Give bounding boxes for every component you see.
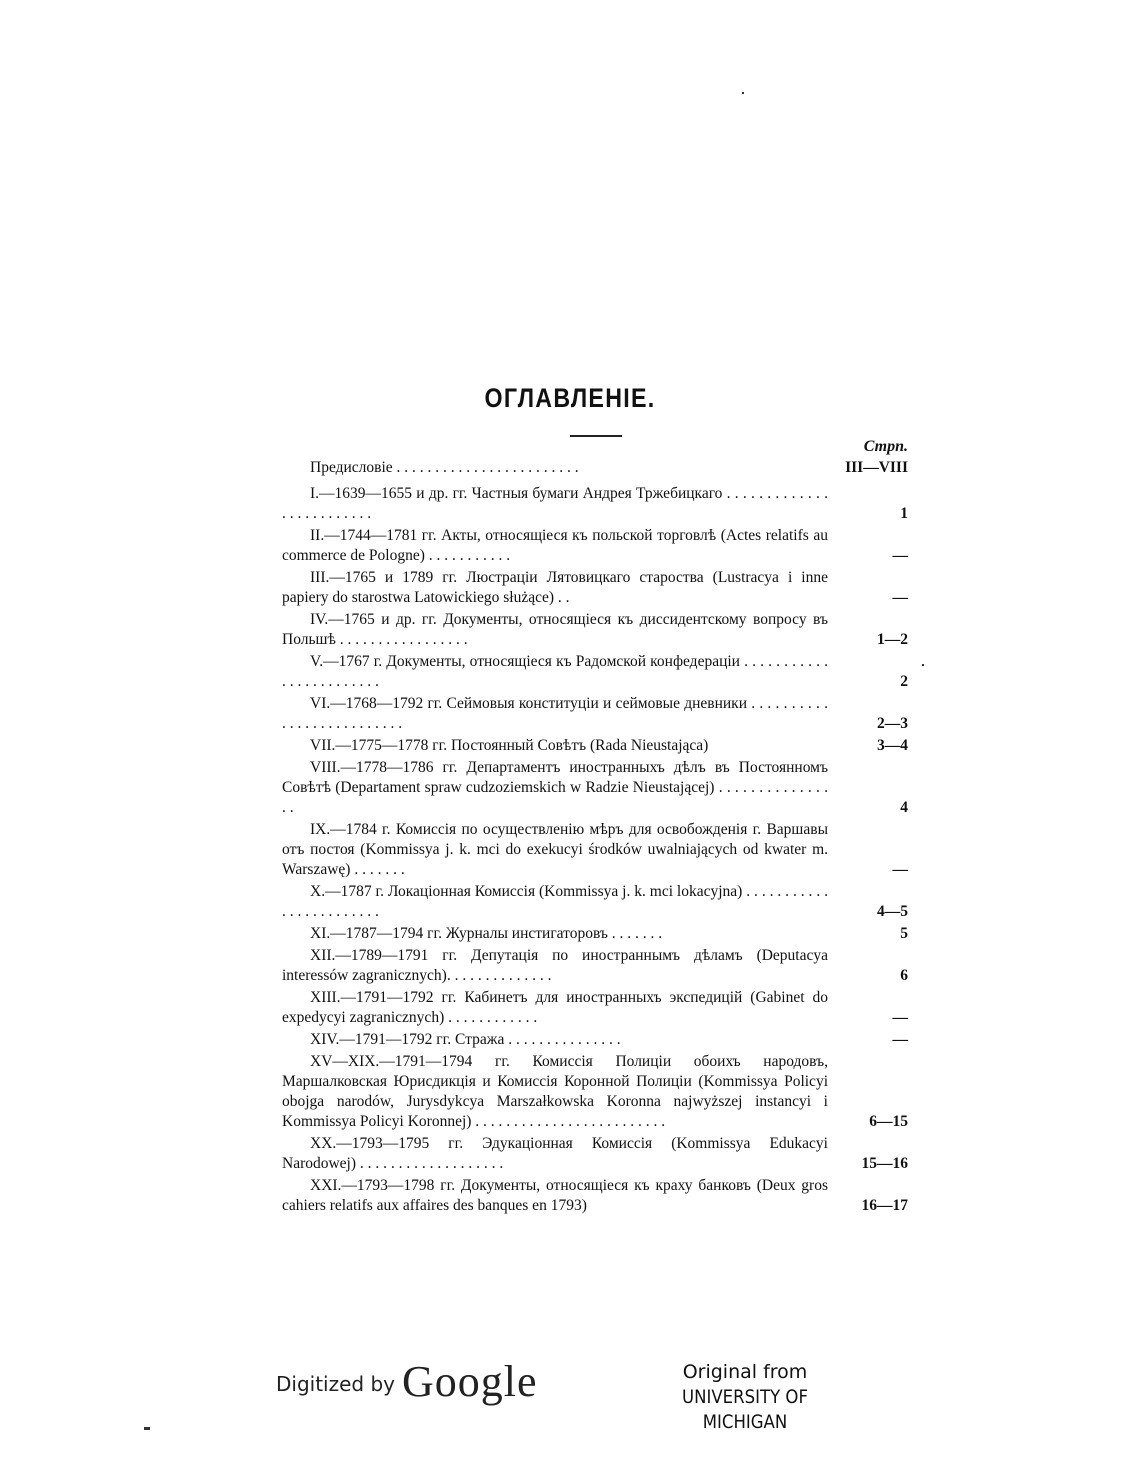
- toc-entry: [282, 1176, 912, 1216]
- toc-entry-text: II.—1744—1781 гг. Акты, относящіеся къ польской торговлѣ (Actes relatifs au commerce de Pologne) . . . . . . . . . . .: [282, 527, 828, 564]
- toc-entry-page: —: [892, 1031, 908, 1048]
- toc-entry-page: 6: [900, 967, 908, 984]
- toc-entry-page: 4—5: [877, 903, 908, 920]
- toc-entry-text: XIII.—1791—1792 гг. Кабинетъ для иностранныхъ экспедицій (Gabinet do expedycyi zagranicznych) . . . . . . . . . . . .: [282, 989, 828, 1026]
- toc-entry-text: XI.—1787—1794 гг. Журналы инстигаторовъ . . . . . . .: [310, 925, 663, 942]
- toc-entry: [282, 694, 912, 734]
- toc-entry: [282, 1134, 912, 1174]
- toc-entry: [282, 988, 912, 1028]
- original-from-block: [630, 1360, 860, 1435]
- toc-entry-page: —: [892, 589, 908, 606]
- toc-entry: [282, 820, 912, 880]
- scan-speck: [922, 664, 924, 666]
- scan-speck: [144, 1427, 150, 1430]
- toc-entry-text: VIII.—1778—1786 гг. Департаментъ иностранныхъ дѣлъ въ Постоянномъ Совѣтѣ (Departament spraw cudzoziemskich w Radzie Nieustającej) . . . . . . . . . . . . . . . .: [282, 759, 828, 816]
- toc-entry: [282, 458, 912, 478]
- original-from-text: Original from: [682, 1361, 808, 1383]
- toc-entry-text: III.—1765 и 1789 гг. Люстраціи Лятовицкаго староства (Lustracya i inne papiery do starostwa Latowickiego służące) . .: [282, 569, 828, 606]
- toc-entry-page: 6—15: [869, 1113, 908, 1130]
- toc-entry: [282, 1052, 912, 1132]
- toc-entry-text: XIV.—1791—1792 гг. Стража . . . . . . . . . . . . . . .: [310, 1031, 621, 1048]
- toc-entry: [282, 526, 912, 566]
- toc-entry: [282, 610, 912, 650]
- toc-entry-page: —: [892, 1009, 908, 1026]
- toc-entry-text: XXI.—1793—1798 гг. Документы, относящіеся къ краху банковъ (Deux gros cahiers relatifs aux affaires des banques en 1793): [282, 1177, 828, 1214]
- toc-entry: [282, 1030, 912, 1050]
- toc-entry-text: I.—1639—1655 и др. гг. Частныя бумаги Андрея Тржебицкаго . . . . . . . . . . . . . . . . . . . . . . . . .: [282, 485, 828, 522]
- toc-entry-page: 4: [900, 799, 908, 816]
- toc-entry-page: III—VIII: [845, 459, 908, 476]
- institution-text: UNIVERSITY OF MICHIGAN: [682, 1386, 808, 1433]
- toc-entry: [282, 882, 912, 922]
- toc-entry-text: XX.—1793—1795 гг. Эдукаціонная Комиссія (Kommissya Edukacyi Narodowej) . . . . . . . . . . . . . . . . . . .: [282, 1135, 828, 1172]
- table-of-contents: [282, 458, 912, 1218]
- toc-entry: [282, 736, 912, 756]
- scan-speck: [742, 92, 744, 94]
- google-logo: Google: [402, 1357, 538, 1406]
- toc-entry-text: IX.—1784 г. Комиссія по осуществленію мѣръ для освобожденія г. Варшавы отъ постоя (Kommissya j. k. mci do exekucyi środków uwalniających od kwater m. Warszawę) . . . . . . .: [282, 821, 828, 878]
- toc-entry-text: VII.—1775—1778 гг. Постоянный Совѣтъ (Rada Nieustająca): [310, 737, 709, 754]
- toc-entry: [282, 758, 912, 818]
- toc-entry: [282, 924, 912, 944]
- toc-entry-text: XII.—1789—1791 гг. Депутація по иностраннымъ дѣламъ (Deputacya interessów zagranicznych). . . . . . . . . . . . . .: [282, 947, 828, 984]
- toc-entry-text: IV.—1765 и др. гг. Документы, относящіеся къ диссидентскому вопросу въ Польшѣ . . . . . . . . . . . . . . . . .: [282, 611, 828, 648]
- toc-entry-page: 16—17: [861, 1197, 908, 1214]
- toc-entry: [282, 568, 912, 608]
- toc-entry-page: 15—16: [861, 1155, 908, 1172]
- digitized-by-text: Digitized by: [276, 1372, 395, 1396]
- page-column-header: Стрп.: [863, 438, 908, 455]
- toc-entry-page: 1—2: [877, 631, 908, 648]
- page-title: ОГЛАВЛЕНІЕ.: [484, 383, 656, 413]
- toc-entry-page: —: [892, 861, 908, 878]
- toc-entry-page: 3—4: [877, 737, 908, 754]
- toc-entry-page: 2—3: [877, 715, 908, 732]
- toc-entry-page: —: [892, 547, 908, 564]
- toc-entry-text: X.—1787 г. Локаціонная Комиссія (Kommissya j. k. mci lokacyjna) . . . . . . . . . . . . . . . . . . . . . . . .: [282, 883, 828, 920]
- toc-entry-page: 5: [900, 925, 908, 942]
- toc-entry-page: 1: [900, 505, 908, 522]
- toc-entry: [282, 946, 912, 986]
- toc-entry-page: 2: [900, 673, 908, 690]
- toc-entry-text: Предисловіе . . . . . . . . . . . . . . . . . . . . . . . .: [310, 459, 579, 476]
- toc-entry-text: XV—XIX.—1791—1794 гг. Комиссія Полиціи обоихъ народовъ, Маршалковская Юрисдикція и Комиссія Коронной Полиціи (Kommissya Policyi obojga narodów, Jurysdykcya Marszałkowska Koronna najwyższej instancyi i Kommissya Policyi Koronnej) . . . . . . . . . . . . . . . . . . . . . . . . .: [282, 1053, 828, 1130]
- toc-entry: [282, 652, 912, 692]
- toc-entry-text: V.—1767 г. Документы, относящіеся къ Радомской конфедераціи . . . . . . . . . . . . . . . . . . . . . . . .: [282, 653, 828, 690]
- toc-entry: [282, 484, 912, 524]
- title-rule: [570, 435, 622, 437]
- toc-entry-text: VI.—1768—1792 гг. Сеймовыя конституціи и сеймовые дневники . . . . . . . . . . . . . . . . . . . . . . . . . .: [282, 695, 828, 732]
